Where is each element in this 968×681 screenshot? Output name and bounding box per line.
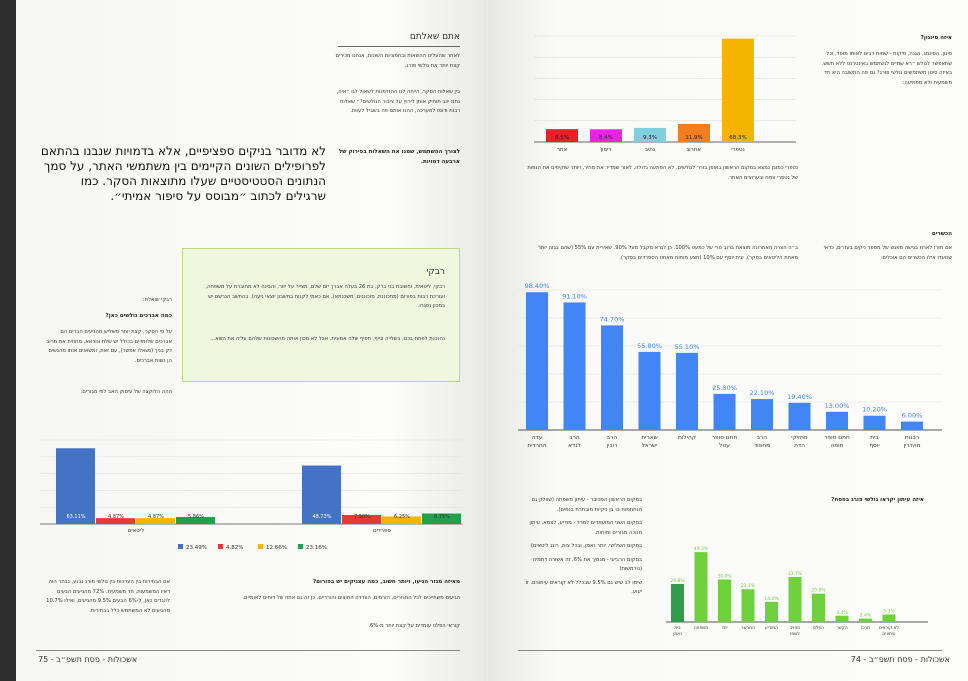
category-label: הרב bbox=[606, 435, 618, 441]
category-label: מרכז bbox=[860, 626, 871, 631]
persona-panel bbox=[182, 248, 460, 382]
legend-swatch bbox=[178, 544, 183, 549]
asks-label: רבקי שואלת: bbox=[142, 297, 172, 303]
category-label-line2: נאמן bbox=[673, 632, 682, 637]
category-label: הרב bbox=[756, 435, 768, 441]
asks-note: ההה הלוקצה של עיסוק האב לפי מגזרים: bbox=[80, 389, 172, 395]
category-label-line2: לשמו bbox=[790, 632, 800, 637]
category-label: אחר bbox=[556, 147, 568, 153]
category-label: יתד bbox=[721, 626, 728, 631]
bar bbox=[883, 614, 896, 622]
data-label: 8.5% bbox=[555, 135, 569, 141]
data-label: 8.4% bbox=[599, 135, 613, 141]
data-label: 55.80% bbox=[637, 341, 662, 350]
category-label-line2: רובין bbox=[606, 443, 618, 449]
asks-question: כמה אברכים גולשים כאן? bbox=[105, 313, 172, 319]
data-label: 98.40% bbox=[524, 282, 550, 291]
data-label: 74.70% bbox=[599, 315, 625, 324]
persona-body: רבקי, ליטאית, וחשובת בני ברק, בת 26 בעלה אברך יזם שלם, מצייר על יזור, והבינה לא מחוברת על משפחה, ועורכת רבות בפורום (מתכוננת, מוכוננים, משכנתא), אם כאמי לקנות בחשבון יוצאי ניעה). בהחשב הגרשם יש במכון נסגרו. bbox=[205, 284, 445, 309]
footer-rule bbox=[36, 650, 460, 651]
data-label: 20.0% bbox=[811, 588, 826, 594]
category-label: בית bbox=[674, 626, 681, 631]
list-item: במקום השלישי, יותר נאמן, ובכל צות, רוגג ליטאים) bbox=[530, 543, 642, 549]
left-page bbox=[16, 0, 484, 681]
bar bbox=[789, 403, 811, 430]
data-label: 63.11% bbox=[66, 514, 86, 520]
category-label: רבנות bbox=[904, 435, 920, 441]
category-label: חתם סופר bbox=[711, 435, 738, 441]
category-label: אתרוג bbox=[686, 147, 702, 153]
chart-newspapers bbox=[662, 536, 930, 642]
category-label-line2: מהדרין bbox=[903, 443, 921, 449]
bar bbox=[864, 416, 886, 430]
data-label: 4.4% bbox=[836, 610, 848, 616]
section-heading: אתם שאלתם bbox=[409, 32, 460, 42]
legend-label: 4.82% bbox=[226, 545, 244, 551]
legend-label: 23.16% bbox=[306, 545, 327, 551]
chart-filter bbox=[534, 30, 798, 160]
bar bbox=[765, 602, 778, 622]
persona-name: רבקי bbox=[426, 267, 445, 277]
category-label: משפחה bbox=[693, 626, 709, 631]
data-label: 91.10% bbox=[562, 292, 587, 301]
bar bbox=[526, 292, 548, 430]
data-label: 5.86% bbox=[188, 514, 204, 520]
data-label: 30.0% bbox=[717, 574, 732, 580]
data-label: 4.87% bbox=[148, 514, 164, 520]
bar bbox=[859, 619, 872, 622]
data-label: 31.7% bbox=[787, 572, 803, 578]
mid-paragraph-2: קוראי הפלט עומדים על קצת יותר מ-6%. bbox=[368, 623, 460, 629]
category-label-line2: ישראל bbox=[641, 443, 658, 449]
kashrut-paragraph: אם חזרו לארוז בגישה מפגש של מספר ניקים בעזרים, כדאי שנועדו אילו הכשרים הם אוכלים: bbox=[823, 245, 952, 261]
elections-paragraph: אם הבחירות בין הערכות בין גולשי פורג נבנע, נבחר הוה ראיו המשמעות, חד משמעית. 72% מהגיעים הבעים להגדים כאן, ל-6% הבעים 9.5% מהגיעים, ואילו 10.7% מהגיעים לא המשתמש כלל בבחירות. bbox=[46, 579, 170, 614]
category-label: נטפרי bbox=[731, 147, 745, 153]
category-label: קהילות bbox=[678, 435, 696, 441]
list-item: במקום הרביעי - מגמיך את 6%, זה אשורה דתמיה (גורמשות) bbox=[532, 556, 642, 572]
category-label: עדה bbox=[531, 435, 543, 441]
page-folio-74: 74 - אשכולות - פסח תשפ״ב bbox=[850, 655, 950, 664]
category-label: מחויב bbox=[789, 626, 801, 631]
bar bbox=[789, 577, 802, 622]
data-label: 25.80% bbox=[712, 383, 737, 392]
data-label: 55.10% bbox=[674, 342, 700, 351]
data-label: 19.40% bbox=[787, 392, 812, 401]
category-label: המודיע bbox=[765, 626, 778, 631]
group-label: ליטאים bbox=[127, 528, 145, 534]
legend-swatch bbox=[258, 544, 263, 549]
category-label-line2: הדת bbox=[794, 443, 805, 449]
data-label: 2.4% bbox=[859, 613, 872, 619]
category-label: הרב bbox=[569, 435, 580, 441]
list-item: במקום הראשון המכובר - עיתון משפחה (שוולק גם הנחתמות בו בן ניקיות מובחרת בנמים). bbox=[531, 497, 642, 513]
category-label: שארית bbox=[641, 435, 658, 441]
data-label: 48.73% bbox=[312, 514, 332, 520]
data-label: 6.25% bbox=[394, 514, 410, 520]
data-label: 9.3% bbox=[643, 135, 657, 141]
data-label: 10.20% bbox=[862, 405, 887, 414]
data-label: 7.50% bbox=[354, 514, 370, 520]
category-label: הקשר bbox=[836, 626, 848, 631]
bar bbox=[601, 325, 623, 430]
mid-paragraph-1: הגיעים משתייכים לכל המגזרים, הורמים, הצדדה החוצים והורדיים. כן זה גם אחוז של דוחים לאומיים. bbox=[242, 595, 460, 601]
kashrut-heading: הכשרים bbox=[931, 231, 952, 237]
data-label: 11.9% bbox=[685, 135, 703, 141]
category-label-line2: לנדא bbox=[568, 443, 581, 449]
bar bbox=[901, 422, 923, 430]
bar bbox=[718, 579, 731, 622]
bar bbox=[826, 412, 848, 430]
data-label: 26.8% bbox=[670, 578, 685, 584]
bar bbox=[751, 399, 773, 430]
category-label-line2: החרדית bbox=[527, 443, 547, 449]
category-label: המבשר bbox=[741, 626, 755, 631]
bar bbox=[742, 589, 755, 622]
newspaper-heading: איזה עיתון יקראו גולשי פורג בפסח? bbox=[831, 497, 924, 503]
bar bbox=[836, 616, 849, 622]
data-label: 5.3% bbox=[883, 609, 895, 615]
category-label-line2: יוסף bbox=[869, 443, 880, 449]
bar bbox=[695, 552, 708, 622]
newspaper-list bbox=[518, 496, 642, 598]
data-label: 8.75% bbox=[434, 514, 450, 520]
category-label: בית bbox=[870, 435, 879, 441]
data-label: 49.3% bbox=[693, 547, 709, 553]
bar bbox=[671, 584, 684, 622]
legend-swatch bbox=[218, 544, 223, 549]
bar bbox=[676, 353, 698, 430]
data-label: 13.00% bbox=[824, 401, 850, 410]
data-label: 6.00% bbox=[901, 411, 923, 420]
heading-rule bbox=[338, 46, 460, 47]
bar bbox=[714, 394, 736, 430]
category-label-line2: חומה bbox=[830, 443, 844, 449]
data-label: 14.2% bbox=[764, 596, 779, 602]
bar bbox=[812, 594, 825, 622]
category-label: לא קוראים bbox=[878, 626, 900, 631]
category-label: רימון bbox=[600, 147, 612, 153]
group-label: ספרדים bbox=[373, 528, 391, 534]
legend-label: 12.66% bbox=[266, 545, 287, 551]
legend-label: 23.49% bbox=[186, 545, 207, 551]
data-label: 23.1% bbox=[740, 584, 756, 590]
category-label: מחזיקי bbox=[791, 435, 808, 441]
filter-caption: נטפרי כמובן נמצא במקום הראשון באופן בורר לגולשים. לא הפתעה גדולה, לאור שמדיר את מחיר, ויותר שוקיפים את הגפות של נטפרי צמח ובערוצים האתר. bbox=[527, 165, 798, 181]
chart-father-occupation bbox=[36, 432, 464, 564]
mid-question: מאיזה מגזר הגיעו, ויותר חשוב, כמה עצניקים יש בפורום? bbox=[312, 579, 460, 585]
category-label-line2: עיתונים bbox=[882, 632, 896, 637]
newspaper-note: שימו לב שיש גם 9.5% שבכלל לא קוראים עיתונים. זו יעוע. bbox=[525, 579, 642, 595]
asks-answer: על פי הסקר, קצת יותר משליש מהגיעים הברים הם אברכים שלומדים בכולל יש שלת ונוראא, מחוזית את מרוב דק בניך (נשאלו אפשר), עם זאת, ומשאוים אותו מהגשים הן נשות אברכים. bbox=[46, 329, 172, 364]
category-label-line2: מחפוד bbox=[753, 443, 771, 449]
category-label: הפלס bbox=[813, 626, 824, 631]
footer-rule bbox=[518, 650, 942, 651]
intro-paragraph-2: בין שאלות הסקר, הייתה לנו ההזדמנות לשאול לגו ״איה, נחמ יכב תותיק אותן לירוץ על ציבור הגולשים?״ שאלות רבות ודומו למערכה, ההנו אותם פה בשביל לעוות. bbox=[336, 89, 460, 114]
data-label: 68.3% bbox=[729, 135, 747, 141]
persona-body-2: נהנכנת לפתח בכם, בשלייה ונייף, חפיף שלה אמונית, אבל לא מכון אותה מהשכונות שלהם עליה את השא... bbox=[210, 336, 445, 342]
kashrut-caption: ב״ה הצרה האחרונה מוצאת ברוב טרי של כמעט 100%. כן לגרא מקבל מעל 90%. שאירית עם 55% (שהם בגזה יותר מאחת הליטאים בסקר), וגית יוסף עם 10% (חצע מוחות מאחוז הספרדים בסקר). bbox=[537, 245, 798, 261]
list-item: במקום השני המועמדים למרד - מודיע, לצמא, עיתון חנוכה מגזרים ומוחות. bbox=[529, 520, 642, 536]
legend-swatch bbox=[298, 544, 303, 549]
right-page bbox=[484, 0, 968, 681]
data-label: 22.10% bbox=[749, 389, 775, 398]
category-label: נתיב bbox=[644, 147, 656, 153]
page-folio-75: אשכולות - פסח תשפ״ב - 75 bbox=[38, 655, 138, 664]
bar bbox=[564, 302, 586, 430]
chart-kashrut bbox=[514, 274, 944, 462]
category-label: חתם סופר bbox=[824, 435, 850, 441]
pull-quote: לא מדובר בניקים ספציפיים, אלא בדמויות שנבנו בהתאם לפרופילים השונים הקיימים בין משתמשי האתר, על סמך הנתונים הסטטיסטיים שעלו מתוצאות הסקר. כמו שרגילים לכתוב ״מבוסס על סיפור אמיתי״. bbox=[40, 144, 326, 203]
intro-paragraph-1: לאחר שהעלינו ההשאות ובחמוניות השונות, אנחנו מכירים קצת יותר את גולשי פורג. bbox=[335, 53, 460, 69]
bar bbox=[639, 352, 661, 430]
bar bbox=[56, 448, 95, 524]
data-label: 4.87% bbox=[108, 514, 124, 520]
filter-paragraph: סינון, הסינמג, הגנה, פיקוח - שמות רבים לאותו מוסד, וכל שתאפשר לגולש ״רא שמיים לגשתמש באינטרנט ללא חשש. באיזה סינון משתמשים גולשי פורג? גם פה התשובה היא חד משמעית ולא מפתיעה: bbox=[821, 51, 952, 86]
bar bbox=[722, 39, 754, 142]
category-label-line2: עטל bbox=[719, 443, 730, 449]
intro-bold: לצורך ההשתמש, שמנו את השאלות בפירוק של ארבעה דמויות. bbox=[338, 149, 460, 165]
filter-heading: איזה סינגון? bbox=[920, 35, 952, 41]
